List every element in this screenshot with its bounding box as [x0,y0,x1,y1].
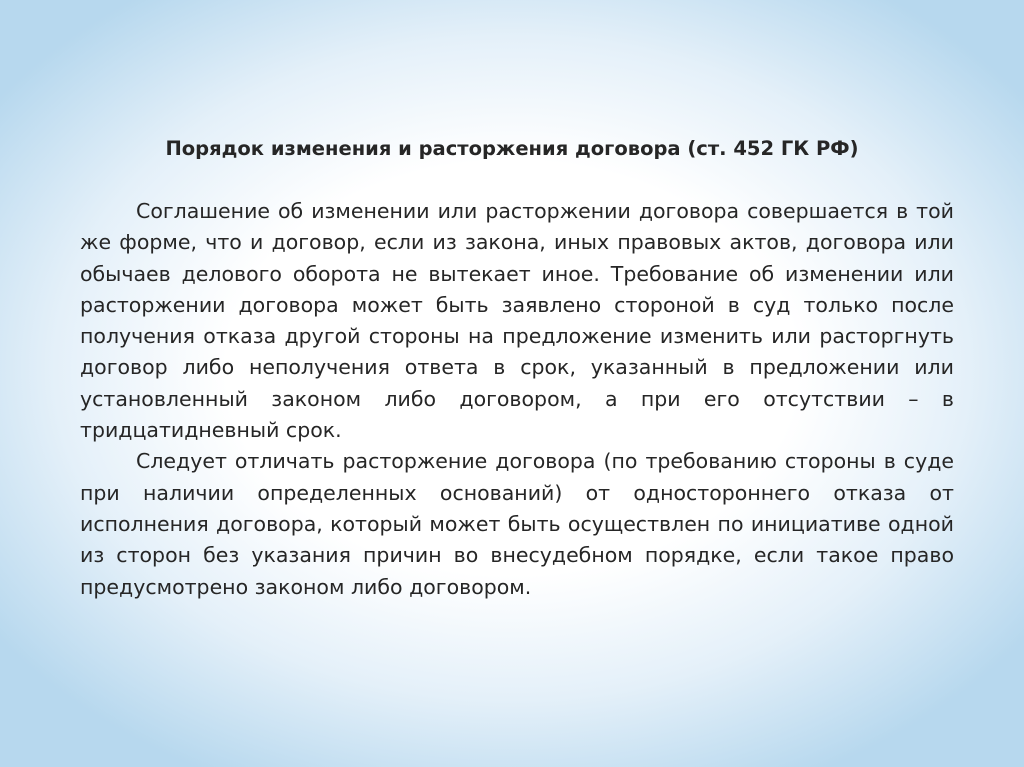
slide-body [80,196,954,603]
slide-title: Порядок изменения и расторжения договора (ст. 452 ГК РФ) [165,137,859,160]
paragraph-agreement: Соглашение об изменении или расторжении договора совершается в той же форме, что и договор, если из закона, иных правовых актов, договора или обычаев делового оборота не вытекает иное. Требование об изменении или расторжении договора может быть заявлено стороной в суд только после получения отказа другой стороны на предложение изменить или расторгнуть договор либо неполучения ответа в срок, указанный в предложении или установленный законом либо договором, а при его отсутствии – в тридцатидневный срок. [80,199,954,443]
paragraph-distinction: Следует отличать расторжение договора (по требованию стороны в суде при наличии определенных оснований) от одностороннего отказа от исполнения договора, который может быть осуществлен по инициативе одной из сторон без указания причин во внесудебном порядке, если такое право предусмотрено законом либо договором. [80,449,954,599]
